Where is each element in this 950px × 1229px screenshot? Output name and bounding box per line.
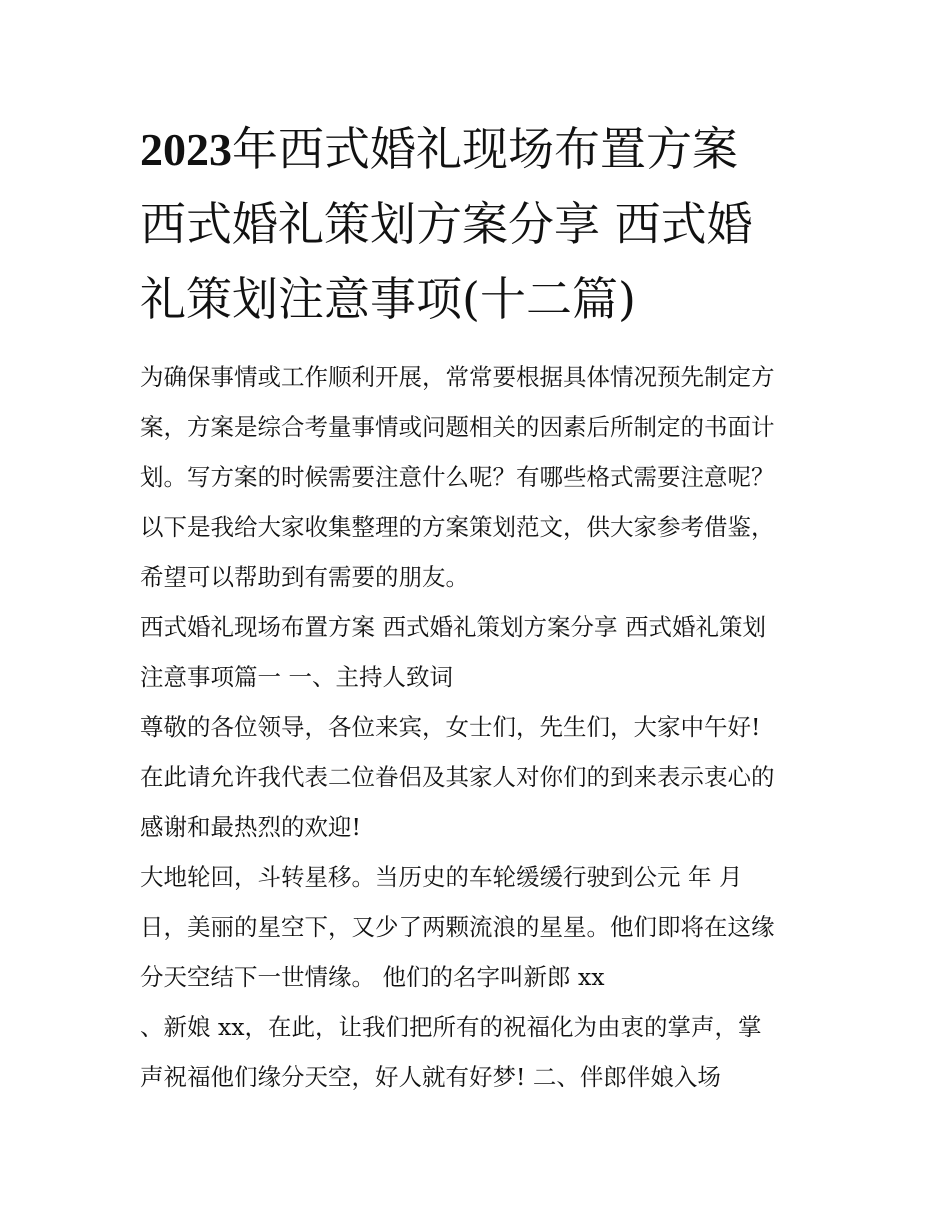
body-line: 注意事项篇一 一、主持人致词 xyxy=(140,663,453,691)
body-line: 为确保事情或工作顺利开展，常常要根据具体情况预先制定方 xyxy=(140,363,775,391)
body-line: 希望可以帮助到有需要的朋友。 xyxy=(140,563,469,591)
body-line: 尊敬的各位领导，各位来宾，女士们，先生们，大家中午好! xyxy=(140,713,761,741)
body-line: 日，美丽的星空下，又少了两颗流浪的星星。他们即将在这缘 xyxy=(140,913,775,941)
title-line-1-text: 年西式婚礼现场布置方案 xyxy=(232,122,738,176)
title-line-1 xyxy=(140,122,738,176)
body-line: 感谢和最热烈的欢迎! xyxy=(140,813,361,841)
title-year: 2023 xyxy=(140,124,232,175)
body-line: 大地轮回，斗转星移。当历史的车轮缓缓行驶到公元 年 月 xyxy=(140,863,743,891)
body-line: 、新娘 xx，在此，让我们把所有的祝福化为由衷的掌声，掌 xyxy=(140,1013,762,1041)
document-title xyxy=(140,112,820,337)
body-line: 案，方案是综合考量事情或问题相关的因素后所制定的书面计 xyxy=(140,413,775,441)
body-line: 西式婚礼现场布置方案 西式婚礼策划方案分享 西式婚礼策划 xyxy=(140,613,766,641)
title-line-3: 礼策划注意事项(十二篇) xyxy=(140,272,636,326)
body-line: 分天空结下一世情缘。 他们的名字叫新郎 xx xyxy=(140,963,605,991)
body-line: 以下是我给大家收集整理的方案策划范文，供大家参考借鉴， xyxy=(140,513,775,541)
body-line: 声祝福他们缘分天空，好人就有好梦! 二、伴郎伴娘入场 xyxy=(140,1063,721,1091)
title-line-2: 西式婚礼策划方案分享 西式婚 xyxy=(140,197,753,251)
document-body xyxy=(140,352,820,1102)
body-line: 在此请允许我代表二位眷侣及其家人对你们的到来表示衷心的 xyxy=(140,763,775,791)
body-line: 划。写方案的时候需要注意什么呢？有哪些格式需要注意呢？ xyxy=(140,463,775,491)
